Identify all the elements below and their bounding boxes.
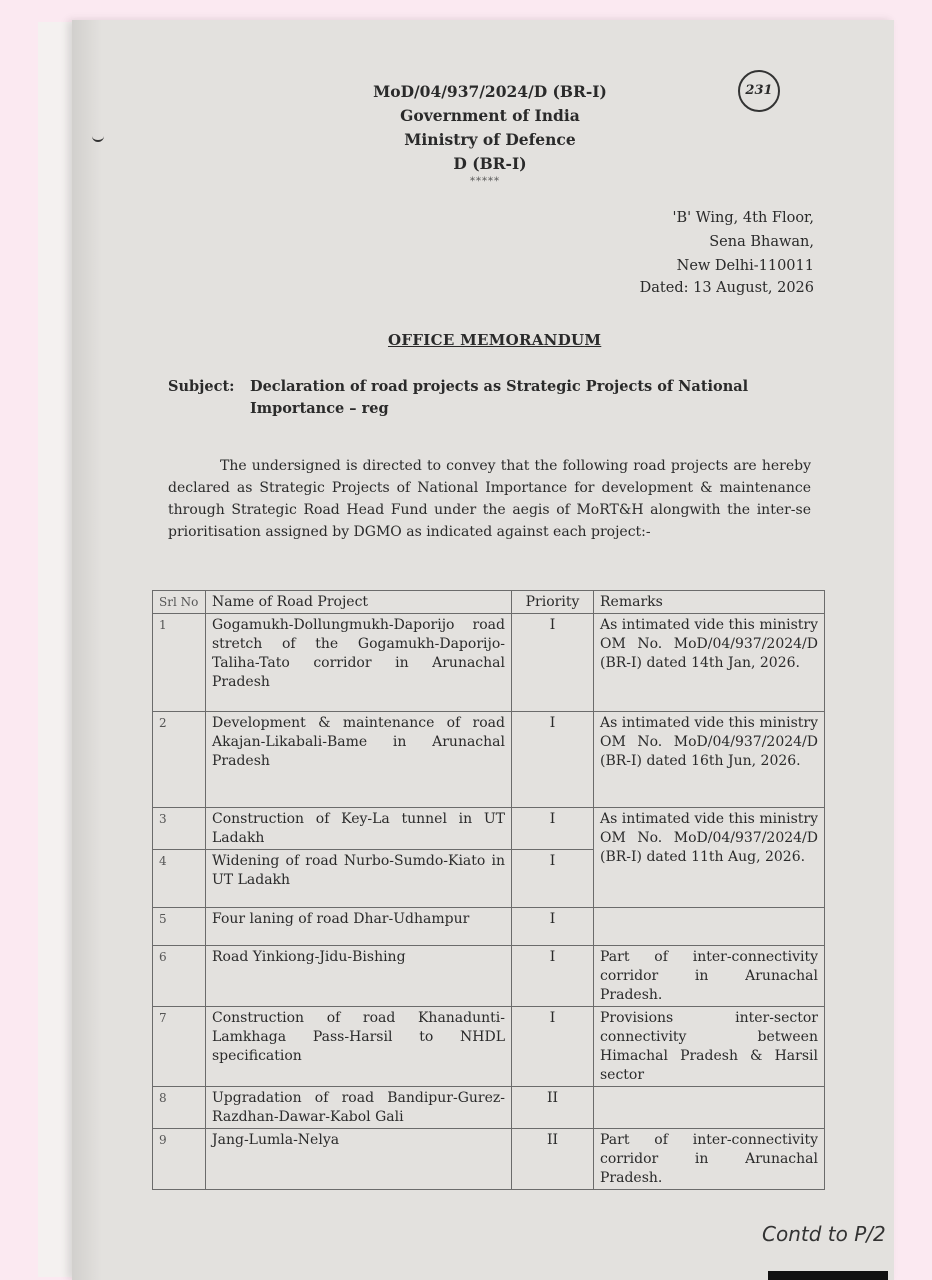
row-srl: 5 xyxy=(153,908,206,946)
row-remarks: Provisions inter-sector connectivity between Himachal Pradesh & Harsil sector xyxy=(594,1007,825,1087)
row-srl: 4 xyxy=(153,850,206,908)
row-name: Four laning of road Dhar-Udhampur xyxy=(206,908,512,946)
row-priority: I xyxy=(512,614,594,712)
row-name: Widening of road Nurbo-Sumdo-Kiato in UT Ladakh xyxy=(206,850,512,908)
row-priority: I xyxy=(512,908,594,946)
row-remarks: Part of inter-connectivity corridor in Arunachal Pradesh. xyxy=(594,1129,825,1190)
header-name: Name of Road Project xyxy=(206,591,512,614)
subject-line-1: Declaration of road projects as Strategic Projects of National xyxy=(250,378,749,395)
org-government: Government of India xyxy=(400,106,580,125)
page-number-circle: 231 xyxy=(738,70,780,112)
row-name: Upgradation of road Bandipur-Gurez-Razdhan-Dawar-Kabol Gali xyxy=(206,1087,512,1129)
row-priority: II xyxy=(512,1087,594,1129)
file-number: MoD/04/937/2024/D (BR-I) xyxy=(373,82,607,101)
row-priority: I xyxy=(512,946,594,1007)
date-line: Dated: 13 August, 2026 xyxy=(639,280,814,296)
row-remarks xyxy=(594,1087,825,1129)
org-division: D (BR-I) xyxy=(453,154,527,173)
row-srl: 1 xyxy=(153,614,206,712)
header-priority: Priority xyxy=(512,591,594,614)
address-city: New Delhi-110011 xyxy=(676,258,814,274)
row-srl: 9 xyxy=(153,1129,206,1190)
row-remarks: As intimated vide this ministry OM No. MoD/04/937/2024/D (BR-I) dated 16th Jun, 2026. xyxy=(594,712,825,808)
row-name: Road Yinkiong-Jidu-Bishing xyxy=(206,946,512,1007)
subject-line-2: Importance – reg xyxy=(250,400,389,417)
table-row xyxy=(153,614,825,712)
row-name: Gogamukh-Dollungmukh-Daporijo road stretch of the Gogamukh-Daporijo-Taliha-Tato corridor in Arunachal Pradesh xyxy=(206,614,512,712)
row-priority: I xyxy=(512,808,594,850)
row-remarks xyxy=(594,908,825,946)
page-shadow xyxy=(72,20,102,1280)
address-building: Sena Bhawan, xyxy=(709,234,814,250)
table-row xyxy=(153,1129,825,1190)
header-remarks: Remarks xyxy=(594,591,825,614)
table-row xyxy=(153,908,825,946)
table-row xyxy=(153,1007,825,1087)
row-srl: 3 xyxy=(153,808,206,850)
continuation-note: Contd to P/2 xyxy=(762,1222,886,1246)
separator-stars: ***** xyxy=(470,176,500,187)
row-name: Development & maintenance of road Akajan-Likabali-Bame in Arunachal Pradesh xyxy=(206,712,512,808)
row-priority: I xyxy=(512,712,594,808)
margin-mark xyxy=(92,130,104,142)
table-row xyxy=(153,808,825,850)
subject-block xyxy=(168,376,813,420)
org-ministry: Ministry of Defence xyxy=(404,130,576,149)
row-priority: I xyxy=(512,1007,594,1087)
projects-table xyxy=(152,590,825,1190)
row-srl: 2 xyxy=(153,712,206,808)
row-remarks: As intimated vide this ministry OM No. MoD/04/937/2024/D (BR-I) dated 11th Aug, 2026. xyxy=(594,808,825,908)
row-name: Construction of road Khanadunti-Lamkhaga Pass-Harsil to NHDL specification xyxy=(206,1007,512,1087)
row-remarks: Part of inter-connectivity corridor in Arunachal Pradesh. xyxy=(594,946,825,1007)
table-row xyxy=(153,946,825,1007)
table-row xyxy=(153,1087,825,1129)
header-srl: Srl No xyxy=(153,591,206,614)
row-name: Construction of Key-La tunnel in UT Ladakh xyxy=(206,808,512,850)
table-header-row xyxy=(153,591,825,614)
row-priority: I xyxy=(512,850,594,908)
body-paragraph: The undersigned is directed to convey that the following road projects are hereby declared as Strategic Projects of National Importance for development & maintenance through Strategic Road Head Fund under the aegis of MoRT&H alongwith the inter-se prioritisation assigned by DGMO as indicated against each project:- xyxy=(168,458,811,540)
row-name: Jang-Lumla-Nelya xyxy=(206,1129,512,1190)
memo-title: OFFICE MEMORANDUM xyxy=(388,331,602,349)
bottom-bar xyxy=(768,1271,888,1280)
row-remarks: As intimated vide this ministry OM No. MoD/04/937/2024/D (BR-I) dated 14th Jan, 2026. xyxy=(594,614,825,712)
table-row xyxy=(153,712,825,808)
subject-label: Subject: xyxy=(168,378,235,395)
row-srl: 6 xyxy=(153,946,206,1007)
row-srl: 8 xyxy=(153,1087,206,1129)
address-wing: 'B' Wing, 4th Floor, xyxy=(672,210,814,226)
row-priority: II xyxy=(512,1129,594,1190)
row-srl: 7 xyxy=(153,1007,206,1087)
